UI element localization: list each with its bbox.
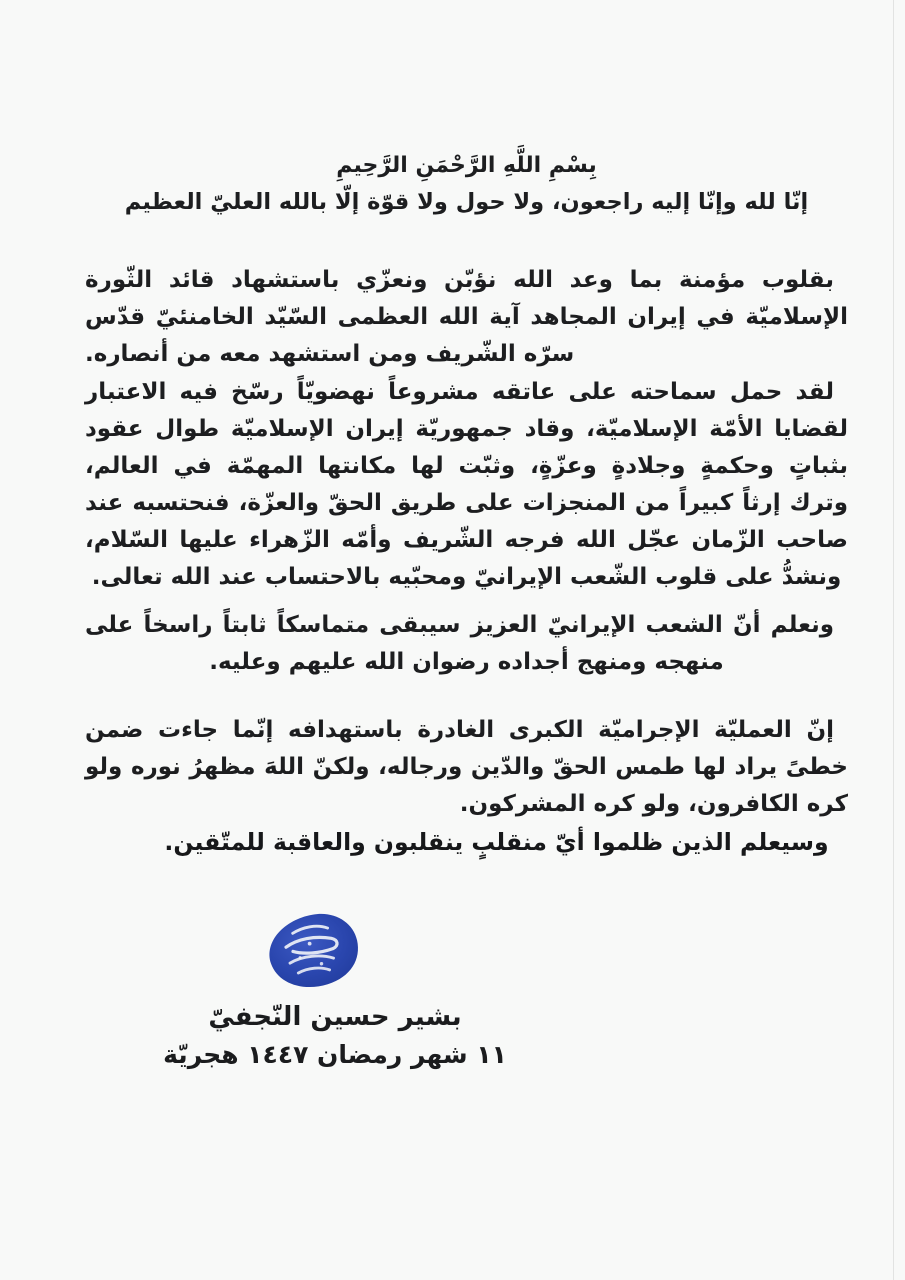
closing-verse-line: وسيعلم الذين ظلموا أيّ منقلبٍ ينقلبون والعاقبة للمتّقين. [164, 828, 829, 856]
istirja-line: إنّا لله وإنّا إليه راجعون، ولا حول ولا قوّة إلّا بالله العليّ العظيم [124, 189, 809, 215]
signature-date: ١١ شهر رمضان ١٤٤٧ هجريّة [163, 1040, 507, 1069]
paragraph-condolence-opening: بقلوب مؤمنة بما وعد الله نؤبّن ونعزّي باستشهاد قائد الثّورة الإسلاميّة في إيران المجاهد آية الله العظمى السّيّد الخامنئيّ قدّس سرّه الشّريف ومن استشهد معه من أنصاره. [85, 267, 848, 367]
paragraph-iranian-people: ونعلم أنّ الشعب الإيرانيّ العزيز سيبقى متماسكاً ثابتاً راسخاً على منهجه ومنهج أجداده رضوان الله عليهم وعليه. [85, 612, 834, 675]
blue-seal-stamp-icon [262, 909, 363, 994]
signatory-name: بشير حسين النّجفيّ [208, 1002, 462, 1032]
signature-block [135, 912, 535, 1074]
scan-edge-line [893, 0, 894, 1280]
basmala-line: بِسْمِ اللَّهِ الرَّحْمَنِ الرَّحِيمِ [336, 153, 597, 178]
paragraph-legacy: لقد حمل سماحته على عاتقه مشروعاً نهضويّاً رسّخ فيه الاعتبار لقضايا الأمّة الإسلاميّة، وقاد جمهوريّة إيران الإسلاميّة طوال عقود بثباتٍ وحكمةٍ وجلادةٍ وعزّةٍ، وثبّت لها مكانتها المهمّة في العالم، وترك إرثاً كبيراً من المنجزات على طريق الحقّ والعزّة، فنحتسبه عند صاحب الزّمان عجّل الله فرجه الشّريف وأمّه الزّهراء عليها السّلام، ونشدُّ على قلوب الشّعب الإيرانيّ ومحبّيه بالاحتساب عند الله تعالى. [85, 379, 848, 590]
paragraph-criminal-operation: إنّ العمليّة الإجراميّة الكبرى الغادرة باستهدافه إنّما جاءت ضمن خطىً يراد لها طمس الحقّ والدّين ورجاله، ولكنّ اللهَ مظهرُ نوره ولو كره الكافرون، ولو كره المشركون. [85, 717, 848, 817]
letter-body [85, 148, 848, 861]
